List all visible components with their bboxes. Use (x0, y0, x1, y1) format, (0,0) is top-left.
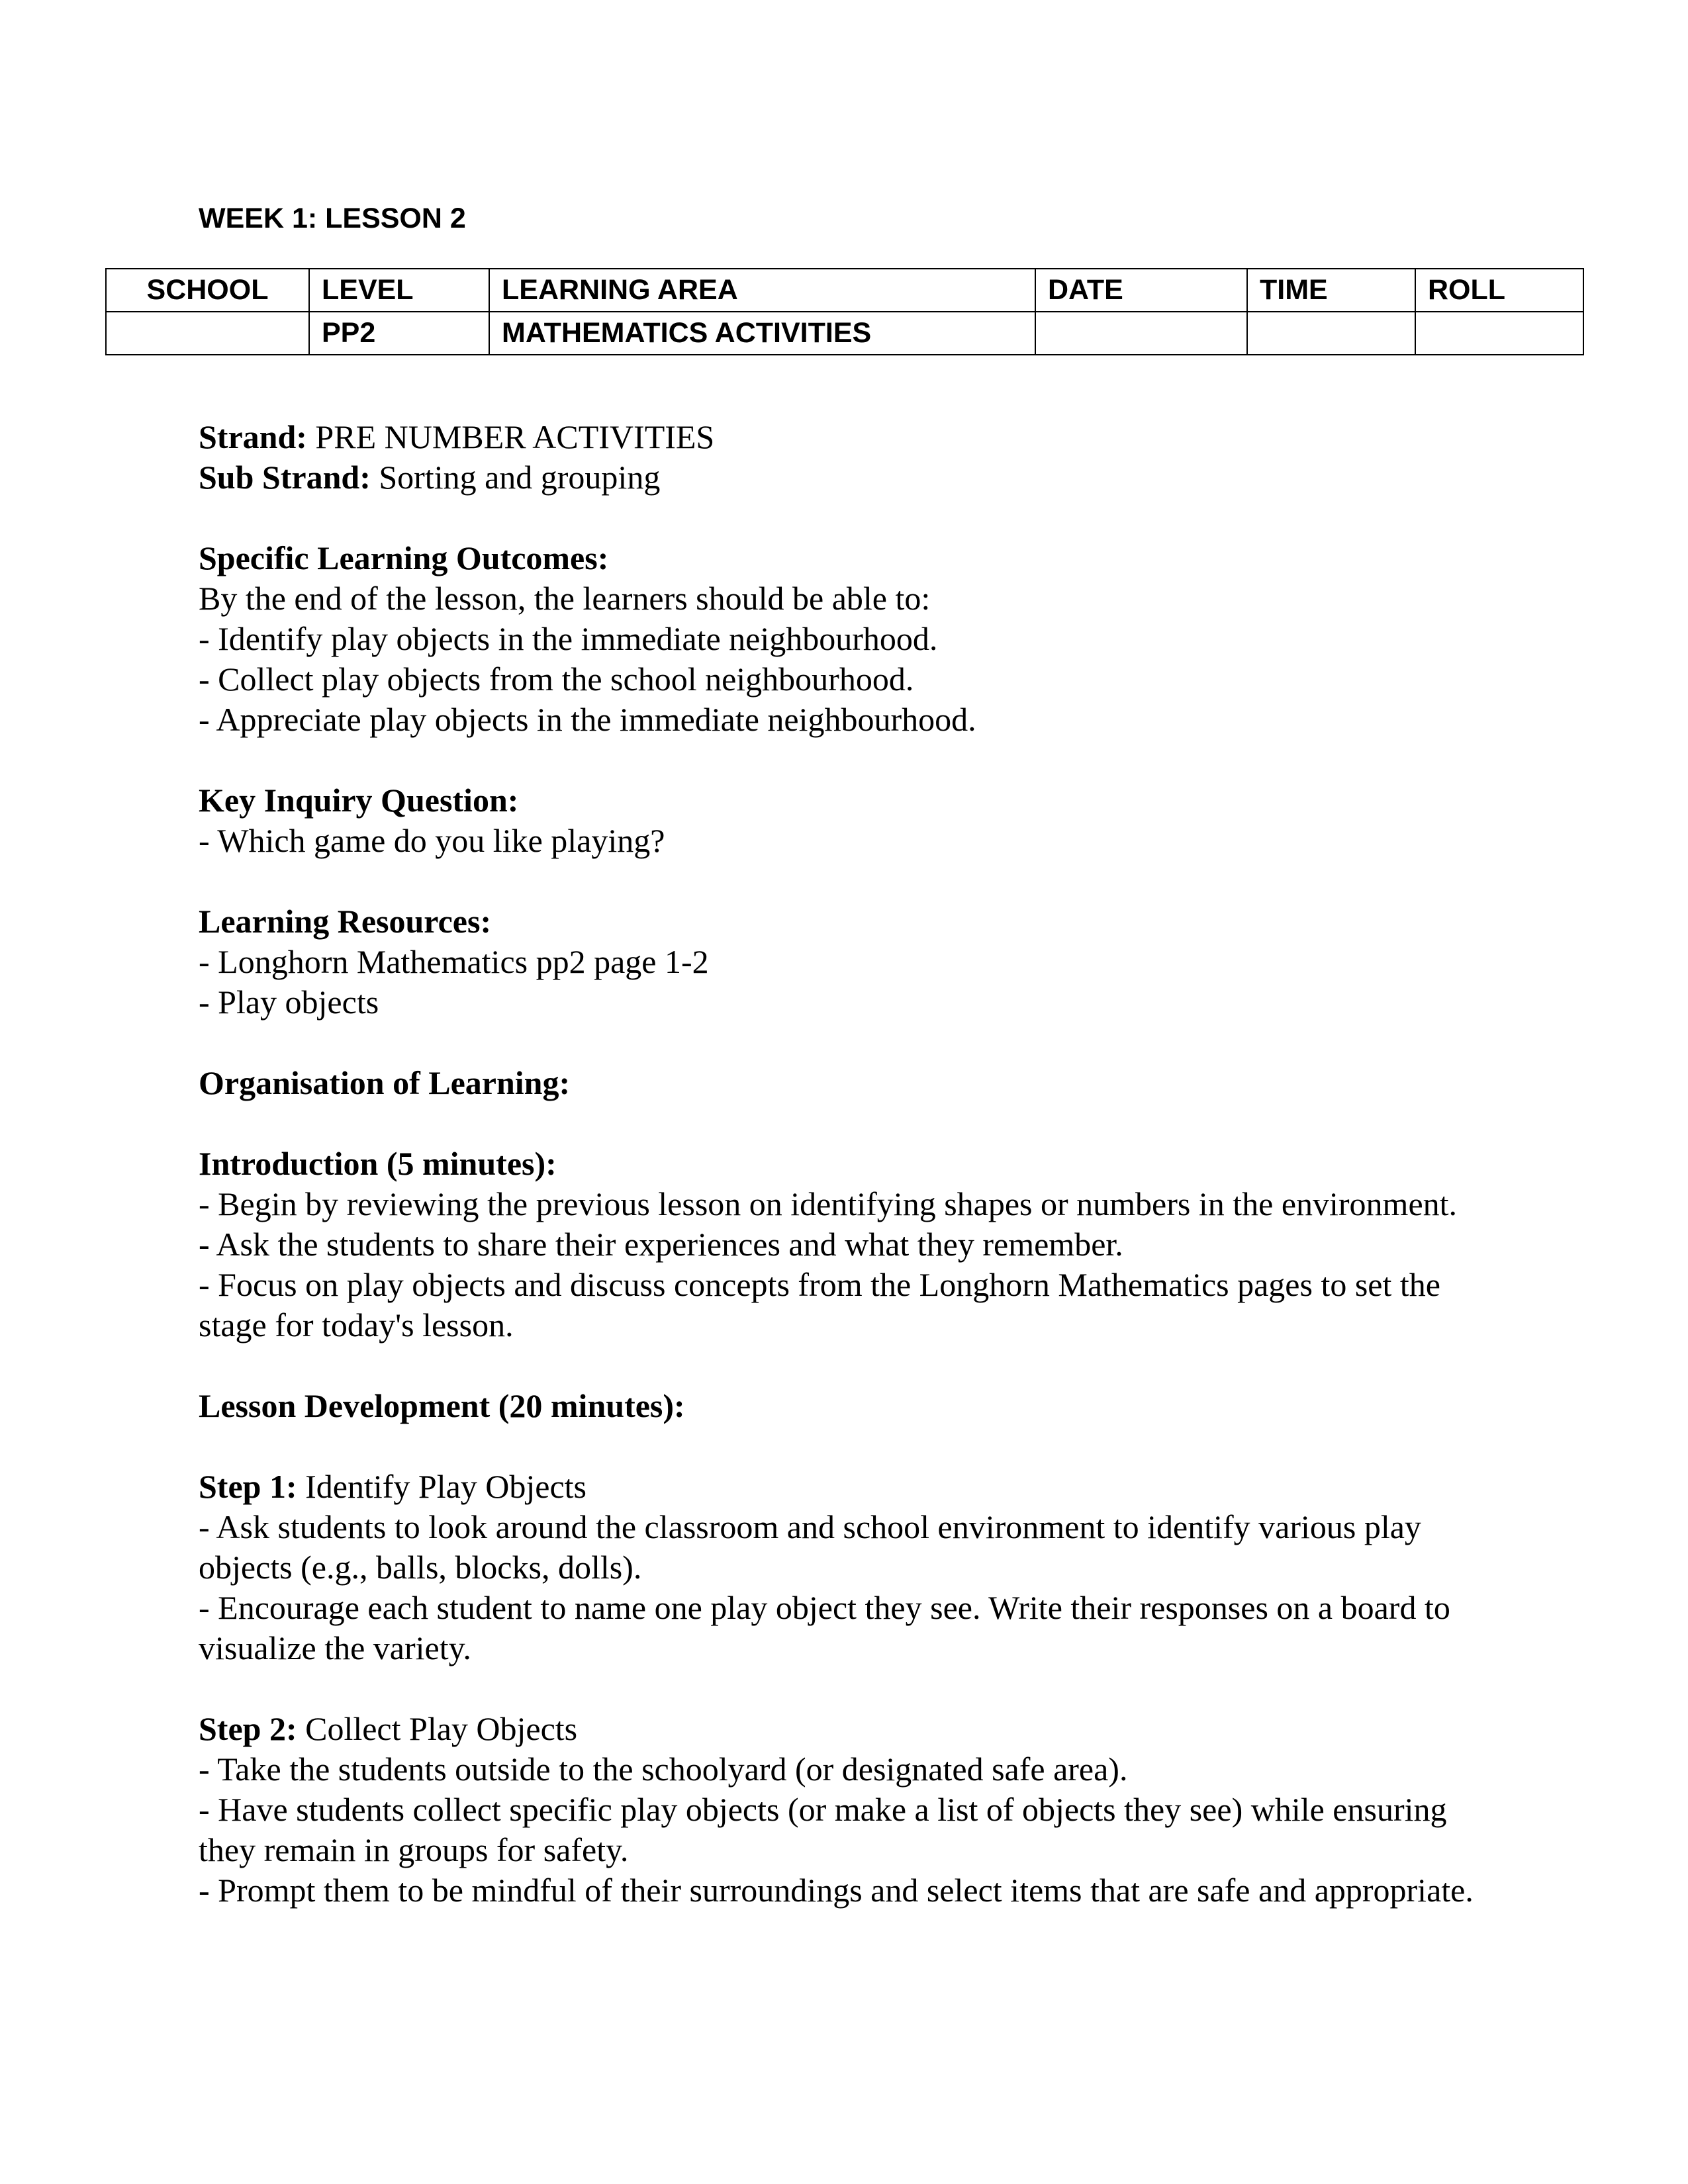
organisation-heading: Organisation of Learning: (199, 1064, 571, 1101)
step2-title: Collect Play Objects (297, 1710, 578, 1747)
header-time: TIME (1247, 269, 1415, 312)
sub-strand-line (199, 457, 1489, 498)
sub-strand-value: Sorting and grouping (370, 459, 661, 496)
step1-line: - Encourage each student to name one play object they see. Write their responses on a board to (199, 1589, 1450, 1626)
step2-line: - Take the students outside to the schoolyard (or designated safe area). (199, 1751, 1128, 1788)
strand-label: Strand: (199, 418, 307, 455)
introduction-line: - Focus on play objects and discuss concepts from the Longhorn Mathematics pages to set the (199, 1266, 1440, 1303)
resources-heading: Learning Resources: (199, 903, 492, 940)
outcomes-heading: Specific Learning Outcomes: (199, 539, 609, 576)
outcomes-intro: By the end of the lesson, the learners should be able to: (199, 580, 931, 617)
header-roll: ROLL (1415, 269, 1583, 312)
cell-date (1035, 312, 1247, 355)
development-heading: Lesson Development (20 minutes): (199, 1387, 685, 1424)
cell-school (106, 312, 309, 355)
step1-line: objects (e.g., balls, blocks, dolls). (199, 1549, 642, 1586)
header-school: SCHOOL (106, 269, 309, 312)
cell-roll (1415, 312, 1583, 355)
step1-line: - Ask students to look around the classroom and school environment to identify various play (199, 1508, 1421, 1545)
header-level: LEVEL (309, 269, 489, 312)
inquiry-item: - Which game do you like playing? (199, 822, 665, 859)
strand-value: PRE NUMBER ACTIVITIES (306, 418, 715, 455)
outcome-item: - Appreciate play objects in the immediate neighbourhood. (199, 701, 976, 738)
header-date: DATE (1035, 269, 1247, 312)
step1-label: Step 1: (199, 1468, 297, 1505)
step2-line: - Prompt them to be mindful of their surroundings and select items that are safe and appropriate. (199, 1872, 1474, 1909)
outcome-item: - Collect play objects from the school neighbourhood. (199, 660, 914, 698)
cell-level: PP2 (309, 312, 489, 355)
step1-heading (199, 1467, 1489, 1507)
strand-line (199, 417, 1489, 457)
outcome-item: - Identify play objects in the immediate neighbourhood. (199, 620, 938, 657)
table-header-row (106, 269, 1583, 312)
cell-time (1247, 312, 1415, 355)
step1-title: Identify Play Objects (297, 1468, 587, 1505)
introduction-line: stage for today's lesson. (199, 1306, 514, 1343)
step2-label: Step 2: (199, 1710, 297, 1747)
lesson-body (199, 417, 1489, 1911)
week-lesson-title: WEEK 1: LESSON 2 (199, 203, 466, 234)
step2-line: they remain in groups for safety. (199, 1831, 629, 1868)
inquiry-heading: Key Inquiry Question: (199, 782, 519, 819)
step2-line: - Have students collect specific play objects (or make a list of objects they see) while ensuring (199, 1791, 1447, 1828)
table-data-row (106, 312, 1583, 355)
sub-strand-label: Sub Strand: (199, 459, 371, 496)
introduction-heading: Introduction (5 minutes): (199, 1145, 557, 1182)
lesson-info-table (105, 268, 1584, 355)
introduction-line: - Begin by reviewing the previous lesson on identifying shapes or numbers in the environment. (199, 1185, 1458, 1222)
step1-line: visualize the variety. (199, 1629, 471, 1666)
step2-heading (199, 1709, 1489, 1749)
resource-item: - Play objects (199, 983, 379, 1021)
resource-item: - Longhorn Mathematics pp2 page 1-2 (199, 943, 709, 980)
header-learning-area: LEARNING AREA (489, 269, 1035, 312)
introduction-line: - Ask the students to share their experiences and what they remember. (199, 1226, 1123, 1263)
cell-learning-area: MATHEMATICS ACTIVITIES (489, 312, 1035, 355)
